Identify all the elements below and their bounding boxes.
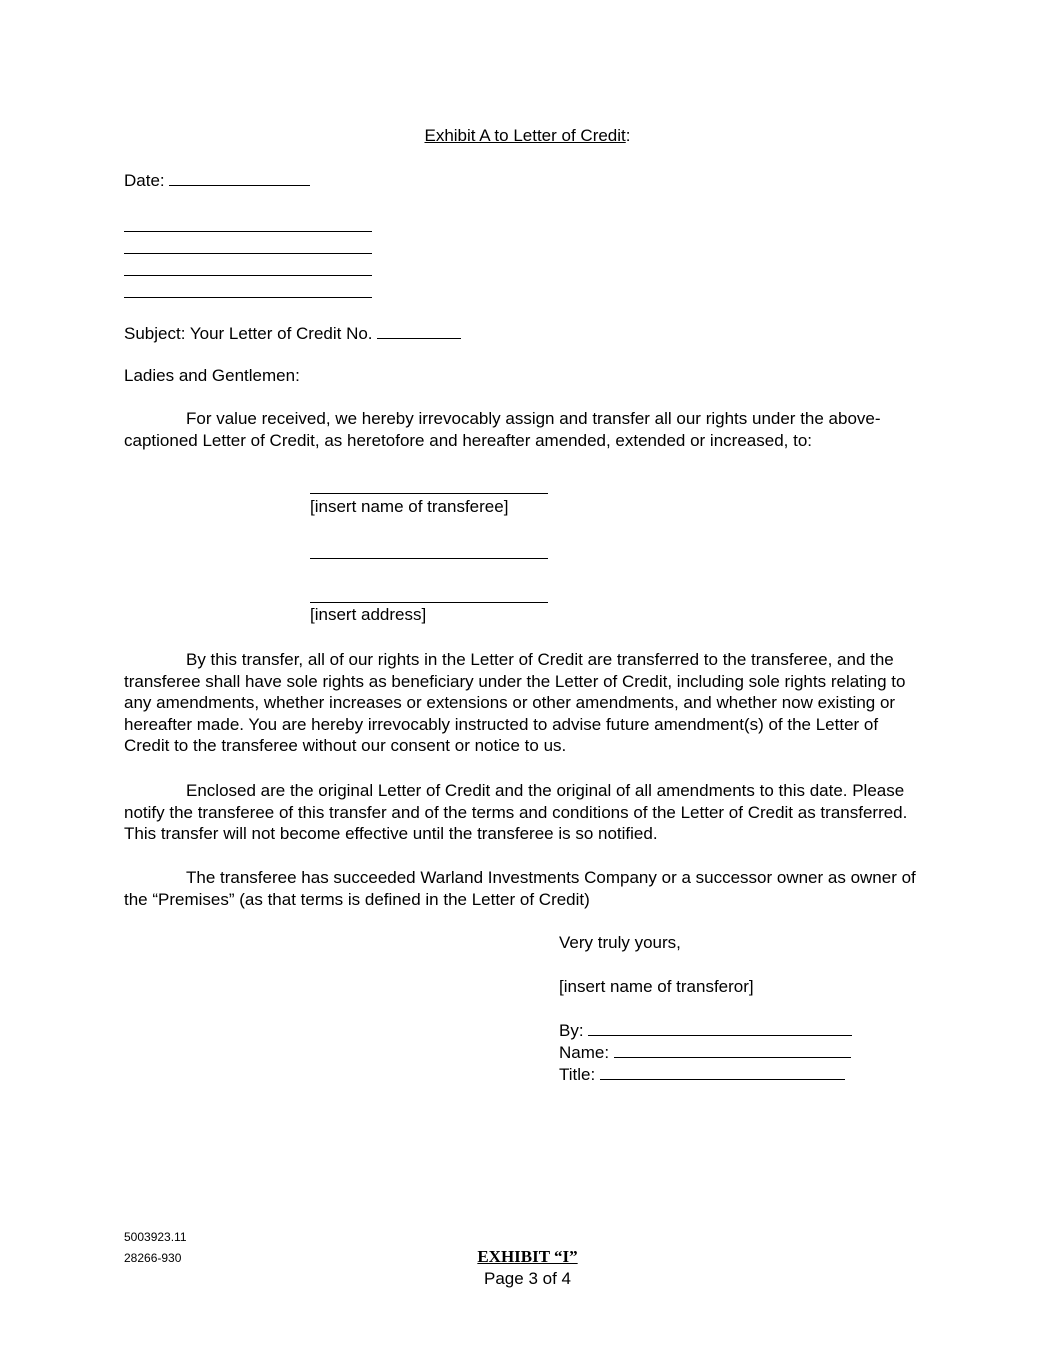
address-blank-line-2 xyxy=(124,253,372,254)
by-blank xyxy=(588,1019,852,1036)
by-label: By: xyxy=(559,1021,584,1040)
salutation: Ladies and Gentlemen: xyxy=(124,366,300,385)
transferee-address-label: [insert address] xyxy=(310,605,427,624)
subject-line xyxy=(124,322,461,345)
signature-name-line xyxy=(559,1041,851,1064)
transferor-label: [insert name of transferor] xyxy=(559,977,754,996)
paragraph-enclosures xyxy=(124,780,924,845)
title-blank xyxy=(600,1063,845,1080)
page-title xyxy=(0,125,1055,147)
paragraph-line: By this transfer, all of our rights in the Letter of Credit are transferred to the transferee, and the xyxy=(186,650,894,669)
transferee-name-label: [insert name of transferee] xyxy=(310,497,509,516)
closing: Very truly yours, xyxy=(559,933,681,952)
transferee-address-blank-1 xyxy=(310,558,548,559)
paragraph-line: captioned Letter of Credit, as heretofore and hereafter amended, extended or increased, to: xyxy=(124,430,812,450)
transferee-address-blank-2 xyxy=(310,602,548,603)
signature-by-line xyxy=(559,1019,852,1042)
exhibit-title: Exhibit A to Letter of Credit xyxy=(424,126,626,145)
address-blank-line-1 xyxy=(124,231,372,232)
footer-matter-id: 28266-930 xyxy=(124,1251,182,1265)
footer-page-number: Page 3 of 4 xyxy=(484,1269,571,1288)
paragraph-line: any amendments, whether increases or extensions or other amendments, and whether now existing or xyxy=(124,693,896,713)
paragraph-transfer-rights xyxy=(124,649,924,757)
paragraph-line: This transfer will not become effective until the transferee is so notified. xyxy=(124,824,658,844)
paragraph-line: the “Premises” (as that terms is defined in the Letter of Credit) xyxy=(124,889,590,909)
paragraph-premises xyxy=(124,867,924,910)
date-label: Date: xyxy=(124,171,165,190)
transferee-name-blank xyxy=(310,493,548,494)
title-label: Title: xyxy=(559,1065,596,1084)
title-colon: : xyxy=(625,126,631,145)
name-blank xyxy=(614,1041,851,1058)
paragraph-line: notify the transferee of this transfer and of the terms and conditions of the Letter of Credit as transferred. xyxy=(124,802,908,822)
paragraph-line: hereafter made. You are hereby irrevocably instructed to advise future amendment(s) of the Letter of xyxy=(124,714,879,734)
address-blank-line-4 xyxy=(124,297,372,298)
date-line xyxy=(124,169,310,192)
date-blank xyxy=(169,169,310,186)
paragraph-line: transferee shall have sole rights as beneficiary under the Letter of Credit, including sole rights relating to xyxy=(124,671,906,691)
paragraph-assignment xyxy=(124,408,924,451)
paragraph-line: The transferee has succeeded Warland Investments Company or a successor owner as owner of xyxy=(186,868,916,887)
signature-title-line xyxy=(559,1063,845,1086)
name-label: Name: xyxy=(559,1043,610,1062)
credit-number-blank xyxy=(377,322,461,339)
paragraph-line: For value received, we hereby irrevocably assign and transfer all our rights under the above- xyxy=(186,409,881,428)
footer-doc-id: 5003923.11 xyxy=(124,1230,187,1244)
subject-text: Subject: Your Letter of Credit No. xyxy=(124,324,373,343)
address-blank-line-3 xyxy=(124,275,372,276)
paragraph-line: Enclosed are the original Letter of Credit and the original of all amendments to this date. Please xyxy=(186,781,905,800)
paragraph-line: Credit to the transferee without our consent or notice to us. xyxy=(124,736,567,756)
footer-exhibit-label: EXHIBIT “I” xyxy=(477,1247,578,1266)
